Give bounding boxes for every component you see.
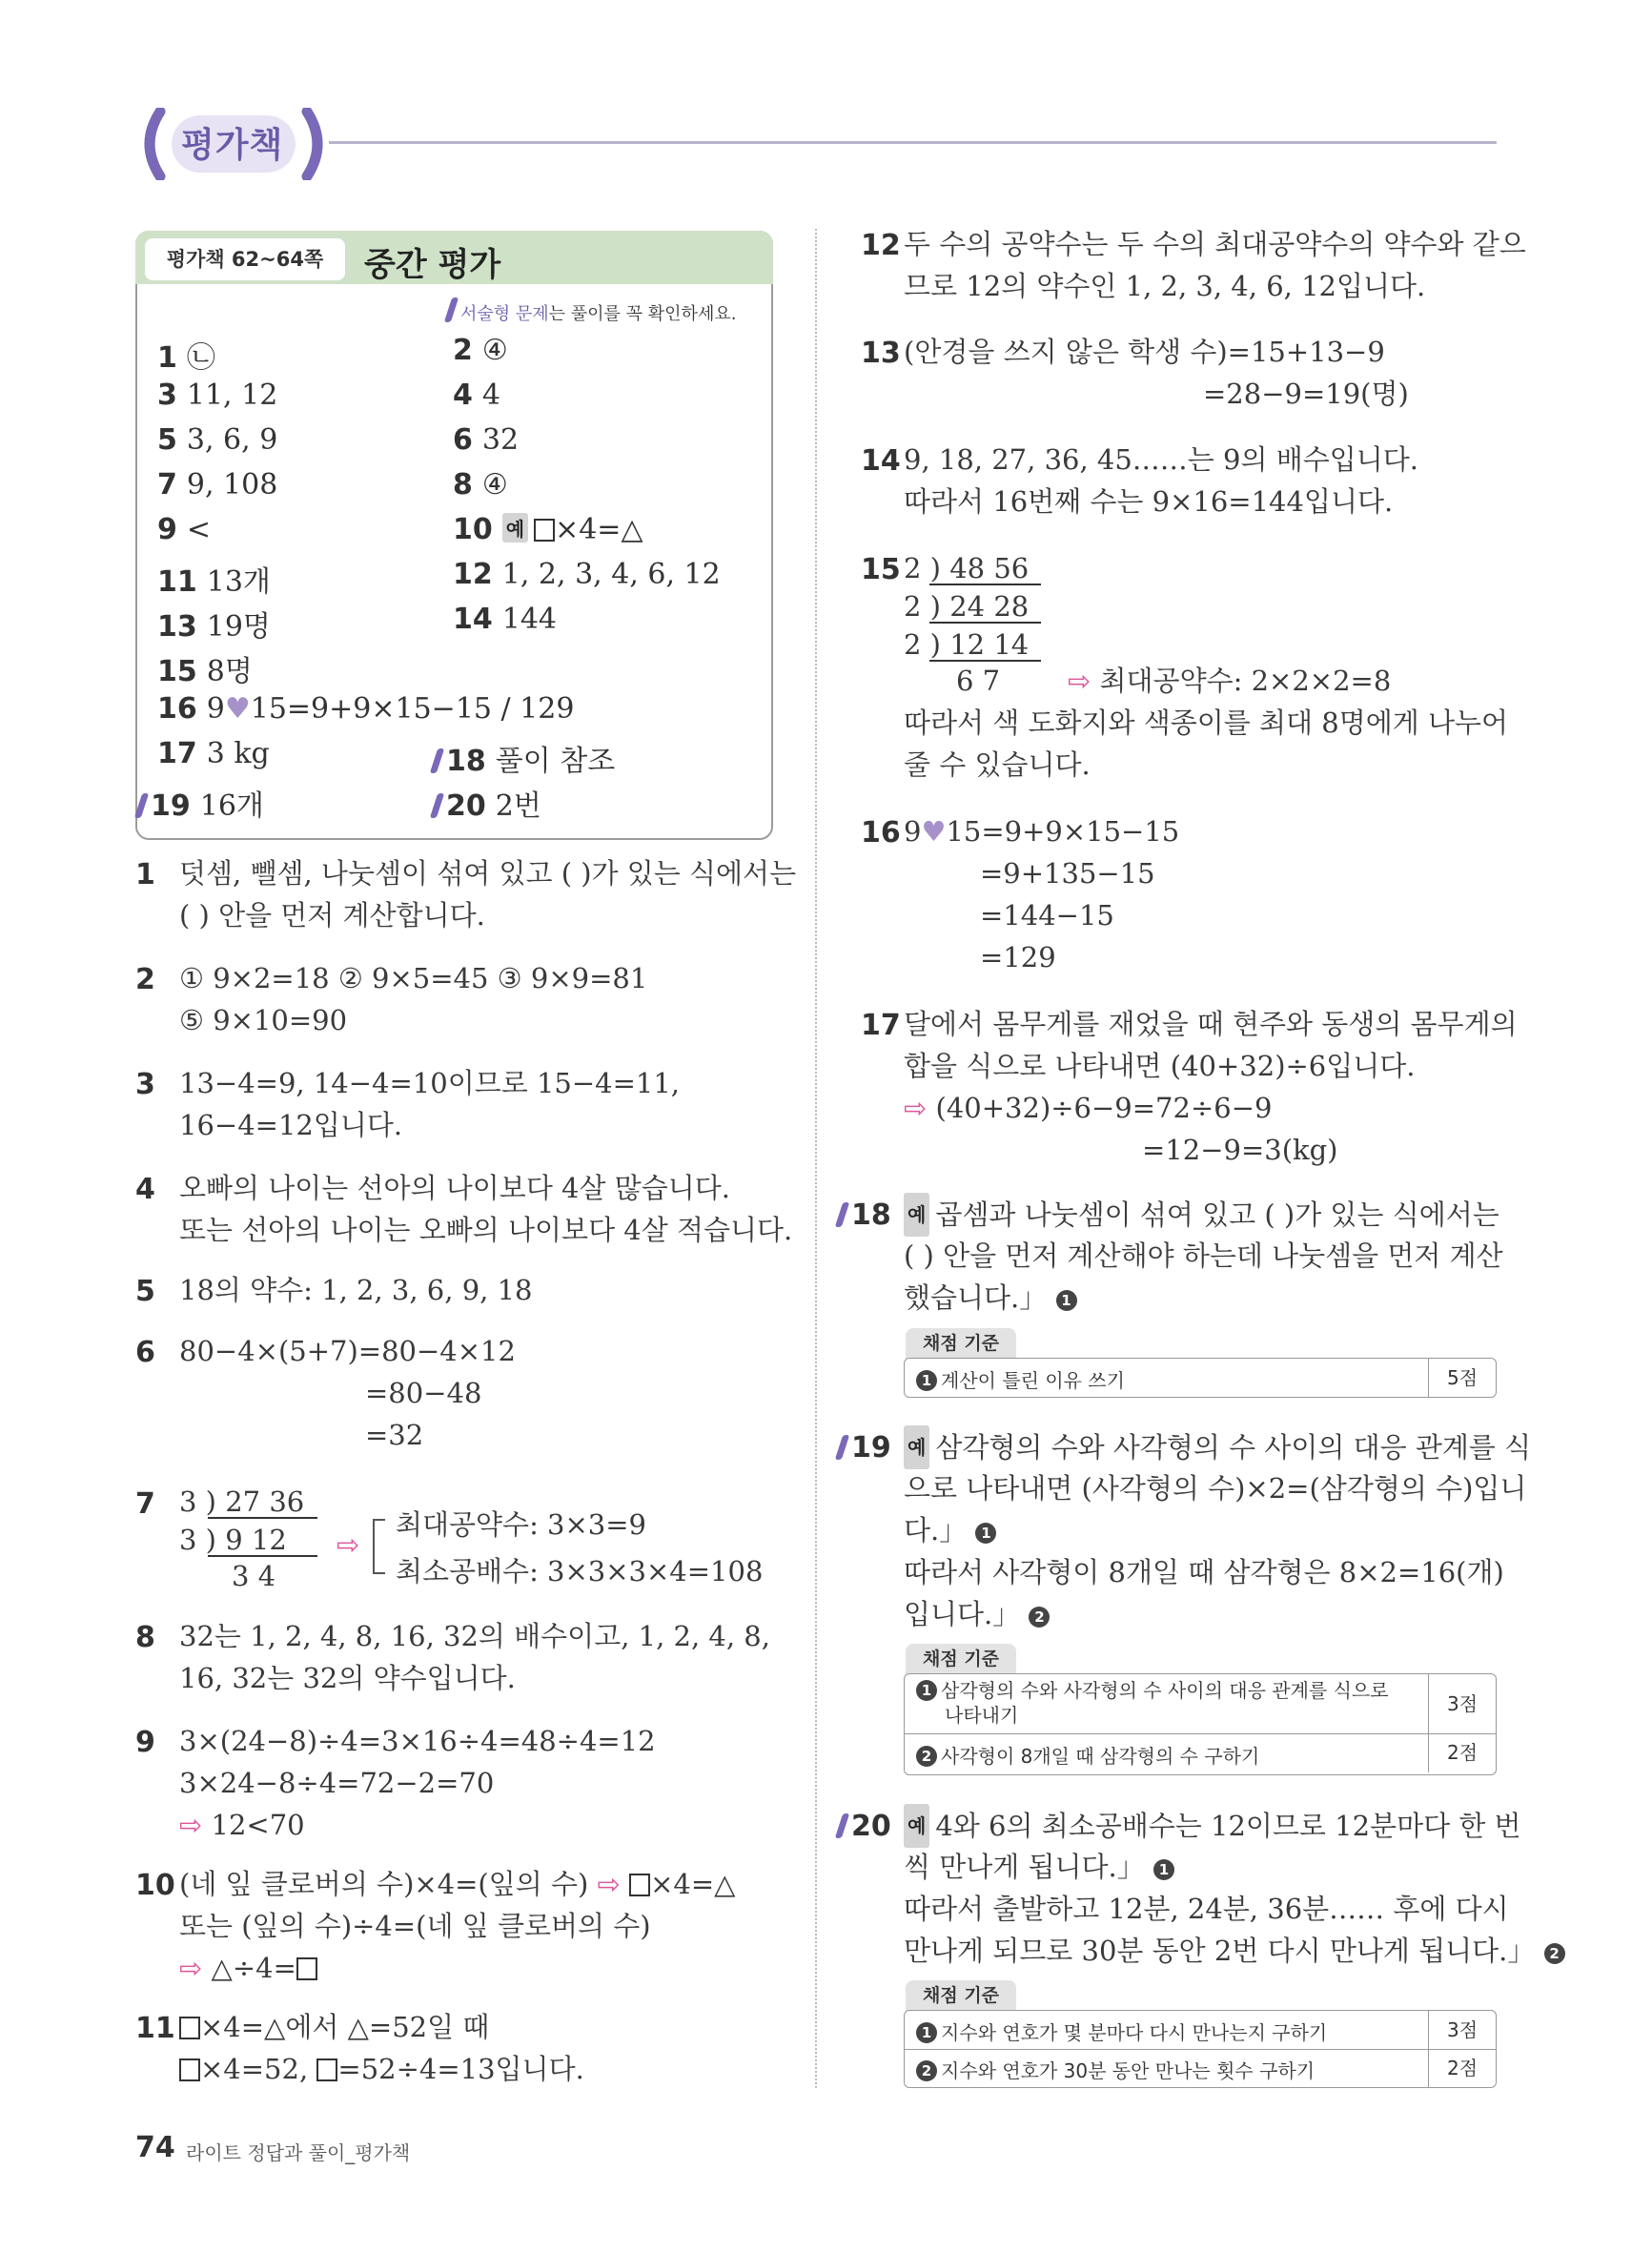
blank-box-icon bbox=[179, 2058, 200, 2081]
solution-number: 5 bbox=[135, 1275, 155, 1308]
answer-item: 17 3 kg bbox=[157, 737, 270, 770]
division-row: 6 7 bbox=[956, 665, 1001, 697]
solution-8-line: 16, 32는 32의 약수입니다. bbox=[179, 1662, 516, 1694]
solution-17-line: =12−9=3(kg) bbox=[1142, 1134, 1338, 1166]
solution-16-line: =129 bbox=[980, 941, 1056, 973]
solution-15-line: 따라서 색 도화지와 색종이를 최대 8명에게 나누어 bbox=[904, 707, 1509, 739]
answer-item: 5 3, 6, 9 bbox=[157, 423, 278, 457]
grading-table bbox=[904, 1673, 1497, 1775]
solution-number: 14 bbox=[861, 444, 901, 478]
answer-item: 15 8명 bbox=[157, 655, 253, 688]
grading-row: 1 계산이 틀린 이유 쓰기 5점 bbox=[905, 1359, 1496, 1397]
heart-icon: ♥ bbox=[921, 815, 947, 848]
solution-2-line: ① 9×2=18 ② 9×5=45 ③ 9×9=81 bbox=[179, 962, 648, 994]
solution-4-line: 또는 선아의 나이는 오빠의 나이보다 4살 적습니다. bbox=[179, 1214, 793, 1246]
solution-10-line: ⇨ △÷4= bbox=[179, 1947, 317, 1989]
solution-number: 13 bbox=[861, 337, 901, 370]
answer-item: 2 ④ bbox=[453, 334, 508, 367]
solution-10-line: (네 잎 클로버의 수)×4=(잎의 수) ⇨ ×4=△ bbox=[179, 1868, 736, 1900]
solution-number: 17 bbox=[861, 1009, 901, 1042]
pen-icon bbox=[835, 1435, 849, 1460]
solution-17-line: ⇨ (40+32)÷6−9=72÷6−9 bbox=[904, 1092, 1273, 1124]
solution-number: 7 bbox=[135, 1487, 155, 1521]
solution-3-line: 13−4=9, 14−4=10이므로 15−4=11, bbox=[179, 1067, 681, 1099]
solution-16-line: =9+135−15 bbox=[980, 857, 1155, 890]
solution-13-line: (안경을 쓰지 않은 학생 수)=15+13−9 bbox=[904, 336, 1385, 368]
arrow-icon: ⇨ bbox=[337, 1528, 360, 1561]
solution-11-line: ×4=52, =52÷4=13입니다. bbox=[179, 2048, 584, 2090]
solution-13-line: =28−9=19(명) bbox=[1203, 378, 1409, 410]
answer-item: 12 1, 2, 3, 4, 6, 12 bbox=[453, 558, 721, 591]
solution-8-line: 32는 1, 2, 4, 8, 16, 32의 배수이고, 1, 2, 4, 8, bbox=[179, 1620, 770, 1652]
division-row: 3 ) 27 36 bbox=[179, 1485, 305, 1518]
solution-20-line: 예 4와 6의 최소공배수는 12이므로 12분마다 한 번 bbox=[904, 1804, 1521, 1848]
solution-number: 11 bbox=[135, 2012, 175, 2045]
solution-18-line: 예 곱셈과 나눗셈이 섞여 있고 ( )가 있는 식에서는 bbox=[904, 1193, 1499, 1237]
answer-item: 3 11, 12 bbox=[157, 379, 278, 412]
solution-number: 3 bbox=[135, 1068, 155, 1101]
solution-1-line: ( ) 안을 먼저 계산합니다. bbox=[179, 899, 485, 932]
solution-number: 8 bbox=[135, 1621, 155, 1654]
solution-20-line: 따라서 출발하고 12분, 24분, 36분…… 후에 다시 bbox=[904, 1893, 1509, 1925]
column-divider bbox=[815, 229, 817, 2088]
grading-tab: 채점 기준 bbox=[906, 1980, 1016, 2011]
answer-item: 16 9♥15=9+9×15−15 / 129 bbox=[157, 692, 575, 726]
solution-number: 4 bbox=[135, 1173, 155, 1206]
solution-6-line: =32 bbox=[365, 1419, 424, 1451]
solution-19-line: 입니다.」 2 bbox=[904, 1593, 1053, 1635]
division-row: 3 ) 9 12 bbox=[179, 1524, 287, 1556]
answer-item: 9 < bbox=[157, 513, 212, 546]
answer-item: 18 풀이 참조 bbox=[434, 737, 615, 779]
grading-table bbox=[904, 1358, 1497, 1398]
grading-row: 1 삼각형의 수와 사각형의 수 사이의 대응 관계를 식으로 나타내기 3점 bbox=[905, 1674, 1496, 1734]
answer-item: 6 32 bbox=[453, 423, 520, 457]
solution-12-line: 므로 12의 약수인 1, 2, 3, 4, 6, 12입니다. bbox=[904, 270, 1426, 302]
solution-5-line: 18의 약수: 1, 2, 3, 6, 9, 18 bbox=[179, 1274, 533, 1306]
solution-1-line: 덧셈, 뺄셈, 나눗셈이 섞여 있고 ( )가 있는 식에서는 bbox=[179, 857, 797, 890]
page-number: 74 bbox=[135, 2131, 175, 2164]
blank-box-icon bbox=[179, 2017, 200, 2039]
grading-tab: 채점 기준 bbox=[906, 1328, 1016, 1359]
solution-3-line: 16−4=12입니다. bbox=[179, 1109, 403, 1141]
gcd-line: ⇨ 최대공약수: 2×2×2=8 bbox=[1068, 665, 1392, 697]
solution-number: 16 bbox=[861, 816, 901, 850]
solution-11-line: ×4=△에서 △=52일 때 bbox=[179, 2006, 489, 2048]
solution-6-line: 80−4×(5+7)=80−4×12 bbox=[179, 1335, 516, 1367]
blank-box-icon bbox=[629, 1874, 650, 1896]
grading-row: 2 사각형이 8개일 때 삼각형의 수 구하기 2점 bbox=[905, 1733, 1496, 1772]
solution-number: 9 bbox=[135, 1726, 155, 1759]
circled-number: 2 bbox=[1029, 1607, 1050, 1628]
grading-row: 2 지수와 연호가 30분 동안 만나는 횟수 구하기 2점 bbox=[905, 2049, 1496, 2087]
solution-14-line: 9, 18, 27, 36, 45……는 9의 배수입니다. bbox=[904, 443, 1419, 476]
descriptive-note: 서술형 문제는 풀이를 꼭 확인하세요. bbox=[448, 297, 736, 325]
circled-number: 1 bbox=[1056, 1290, 1077, 1311]
blank-box-icon bbox=[534, 519, 555, 542]
answer-item: 7 9, 108 bbox=[157, 468, 278, 502]
solution-17-line: 달에서 몸무게를 재었을 때 현주와 동생의 몸무게의 bbox=[904, 1008, 1518, 1040]
footer-title: 라이트 정답과 풀이_평가책 bbox=[186, 2141, 411, 2164]
solution-12-line: 두 수의 공약수는 두 수의 최대공약수의 약수와 같으 bbox=[904, 228, 1526, 260]
solution-number: 10 bbox=[135, 1869, 175, 1902]
section-tab-label: 평가책 bbox=[181, 126, 284, 165]
solution-15-line: 줄 수 있습니다. bbox=[904, 748, 1091, 781]
grading-table bbox=[904, 2010, 1497, 2088]
division-row: 3 4 bbox=[232, 1560, 276, 1592]
solution-19-line: 따라서 사각형이 8개일 때 삼각형은 8×2=16(개) bbox=[904, 1556, 1504, 1588]
division-row: 2 ) 24 28 bbox=[904, 590, 1030, 623]
solution-2-line: ⑤ 9×10=90 bbox=[179, 1004, 348, 1036]
solution-16-line: 9♥15=9+9×15−15 bbox=[904, 815, 1180, 848]
solution-number: 6 bbox=[135, 1336, 155, 1369]
solution-number: 1 bbox=[135, 858, 155, 891]
blank-box-icon bbox=[316, 2058, 337, 2081]
solution-number: 2 bbox=[135, 963, 155, 996]
answer-item: 19 16개 bbox=[138, 782, 264, 824]
solution-19-line: 으로 나타내면 (사각형의 수)×2=(삼각형의 수)입니 bbox=[904, 1472, 1527, 1505]
solution-14-line: 따라서 16번째 수는 9×16=144입니다. bbox=[904, 485, 1394, 518]
solution-number: 20 bbox=[839, 1810, 891, 1843]
arrow-icon: ⇨ bbox=[179, 1952, 203, 1984]
solution-number: 15 bbox=[861, 553, 901, 586]
heart-icon: ♥ bbox=[224, 692, 251, 726]
solution-number: 12 bbox=[861, 229, 901, 262]
solution-9-line: ⇨ 12<70 bbox=[179, 1809, 305, 1841]
answer-item: 13 19명 bbox=[157, 610, 271, 644]
pen-icon bbox=[835, 1813, 849, 1838]
solution-number: 18 bbox=[839, 1198, 891, 1232]
solution-20-line: 씩 만나게 됩니다.」 1 bbox=[904, 1846, 1178, 1888]
solution-9-line: 3×(24−8)÷4=3×16÷4=48÷4=12 bbox=[179, 1725, 656, 1757]
division-row: 2 ) 12 14 bbox=[904, 628, 1030, 661]
lcm-line: 최소공배수: 3×3×3×4=108 bbox=[396, 1555, 764, 1587]
answer-item: 10 예 ×4=△ bbox=[453, 513, 643, 546]
answer-item: 14 144 bbox=[453, 603, 558, 636]
circled-number: 2 bbox=[1544, 1943, 1565, 1964]
answer-box-title: 중간 평가 bbox=[364, 246, 501, 284]
answer-item: 11 13개 bbox=[157, 565, 271, 599]
solution-number: 19 bbox=[839, 1431, 891, 1464]
answer-item: 1 ㉡ bbox=[157, 341, 215, 375]
answer-item: 20 2번 bbox=[434, 782, 541, 824]
solution-10-line: 또는 (잎의 수)÷4=(네 잎 클로버의 수) bbox=[179, 1910, 651, 1942]
bracket-icon bbox=[370, 1518, 389, 1575]
solution-4-line: 오빠의 나이는 선아의 나이보다 4살 많습니다. bbox=[179, 1172, 731, 1204]
solution-18-line: 했습니다.」 1 bbox=[904, 1277, 1081, 1319]
grading-row: 1 지수와 연호가 몇 분마다 다시 만나는지 구하기 3점 bbox=[905, 2011, 1496, 2050]
answer-item: 4 4 bbox=[453, 379, 500, 412]
solution-18-line: ( ) 안을 먼저 계산해야 하는데 나눗셈을 먼저 계산 bbox=[904, 1239, 1503, 1272]
solution-6-line: =80−48 bbox=[365, 1377, 482, 1409]
solution-19-line: 예 삼각형의 수와 사각형의 수 사이의 대응 관계를 식 bbox=[904, 1425, 1531, 1469]
blank-box-icon bbox=[296, 1957, 317, 1980]
arrow-icon: ⇨ bbox=[179, 1809, 203, 1841]
solution-16-line: =144−15 bbox=[980, 899, 1114, 932]
pen-icon bbox=[835, 1202, 849, 1227]
grading-tab: 채점 기준 bbox=[906, 1644, 1016, 1674]
page-range-tab: 평가책 62~64쪽 bbox=[145, 238, 345, 280]
arrow-icon: ⇨ bbox=[1068, 665, 1091, 697]
circled-number: 1 bbox=[1153, 1859, 1174, 1880]
arrow-icon: ⇨ bbox=[597, 1868, 621, 1900]
solution-19-line: 다.」 1 bbox=[904, 1509, 1000, 1551]
solution-20-line: 만나게 되므로 30분 동안 2번 다시 만나게 됩니다.」 2 bbox=[904, 1930, 1569, 1972]
header-rule bbox=[329, 141, 1497, 144]
arrow-icon: ⇨ bbox=[904, 1092, 928, 1124]
solution-9-line: 3×24−8÷4=72−2=70 bbox=[179, 1767, 495, 1799]
circled-number: 1 bbox=[975, 1523, 996, 1544]
answer-item: 8 ④ bbox=[453, 468, 508, 502]
division-row: 2 ) 48 56 bbox=[904, 552, 1030, 584]
solution-17-line: 합을 식으로 나타내면 (40+32)÷6입니다. bbox=[904, 1050, 1416, 1082]
gcd-line: 최대공약수: 3×3=9 bbox=[396, 1508, 647, 1541]
